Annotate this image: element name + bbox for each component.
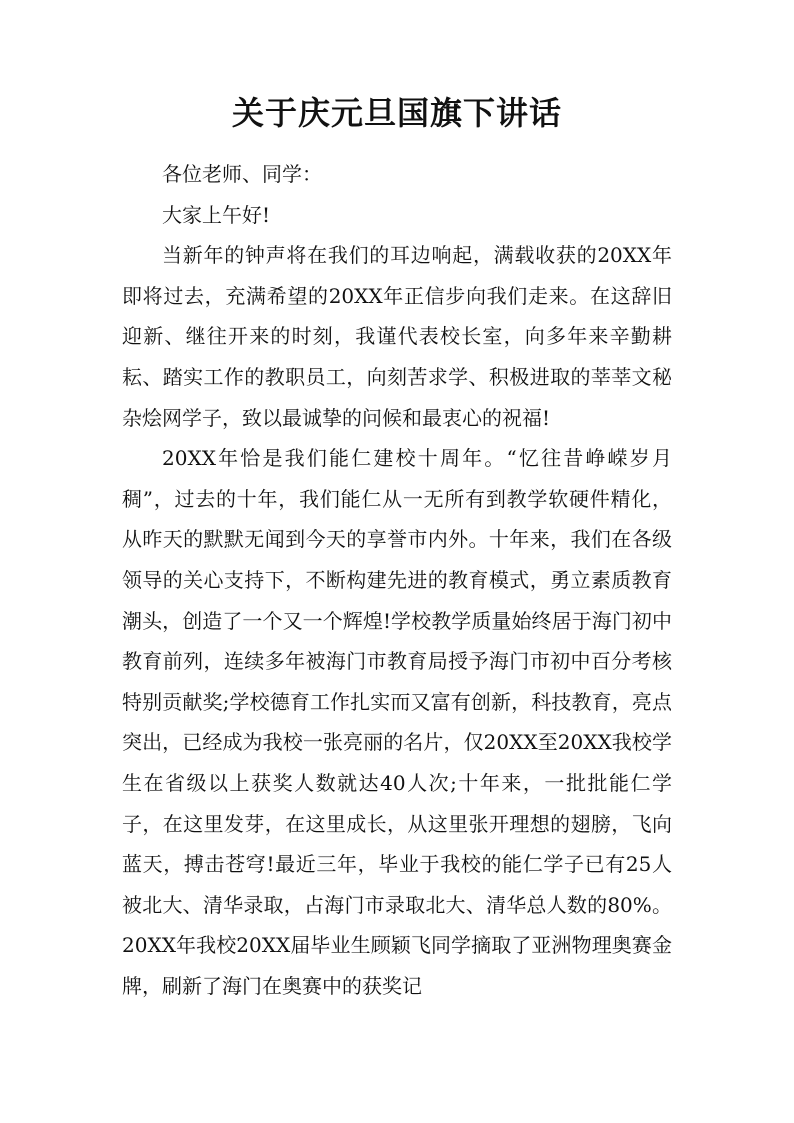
salutation: 各位老师、同学： — [162, 162, 322, 186]
paragraph-anniversary: 20XX年恰是我们能仁建校十周年。“忆往昔峥嵘岁月稠”，过去的十年，我们能仁从一无所有到教学软硬件精化，从昨天的默默无闻到今天的享誉市内外。十年来，我们在各级领导的关心支持下，不断构建先进的教育模式，勇立素质教育潮头，创造了一个又一个辉煌!学校教学质量始终居于海门初中教育前列，连续多年被海门市教育局授予海门市初中百分考核特别贡献奖;学校德育工作扎实而又富有创新，科技教育，亮点突出，已经成为我校一张亮丽的名片，仅20XX至20XX我校学生在省级以上获奖人数就达40人次;十年来，一批批能仁学子，在这里发芽，在这里成长，从这里张开理想的翅膀，飞向蓝天，搏击苍穹!最近三年，毕业于我校的能仁学子已有25人被北大、清华录取，占海门市录取北大、清华总人数的80%。20XX年我校20XX届毕业生顾颖飞同学摘取了亚洲物理奥赛金牌，刷新了海门在奥赛中的获奖记 — [122, 446, 672, 998]
greeting: 大家上午好! — [162, 202, 271, 227]
paragraph-new-year: 当新年的钟声将在我们的耳边响起，满载收获的20XX年即将过去，充满希望的20XX年正信步向我们走来。在这辞旧迎新、继往开来的时刻，我谨代表校长室，向多年来辛勤耕耘、踏实工作的教职员工，向刻苦求学、积极进取的莘莘文秘杂烩网学子，致以最诚挚的问候和最衷心的祝福! — [122, 243, 672, 430]
document-body — [122, 154, 672, 1006]
document-title: 关于庆元旦国旗下讲话 — [231, 94, 562, 132]
